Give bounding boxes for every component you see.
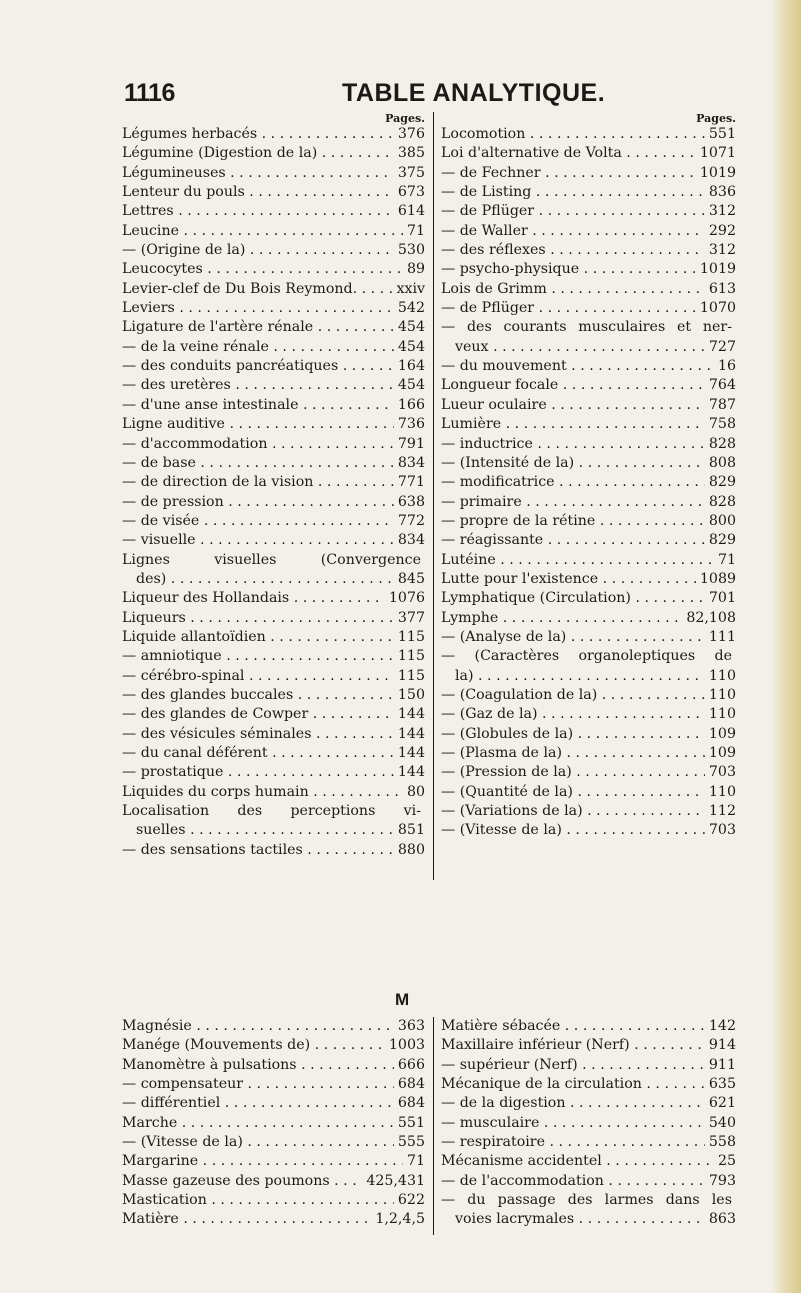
- index-entry: [441, 1036, 736, 1055]
- entry-page-ref: 110: [708, 686, 736, 703]
- entry-page-ref: 845: [397, 570, 425, 587]
- index-entry: [122, 1075, 425, 1094]
- index-entry: [122, 183, 425, 202]
- entry-term: Locomotion . . .: [441, 125, 705, 144]
- entry-term: Lutéine . . .: [441, 551, 714, 570]
- index-entry: [122, 1094, 425, 1113]
- index-entry: [441, 783, 736, 802]
- entry-page-ref: 613: [708, 280, 736, 297]
- entry-term: Masse gazeuse des poumons . . .: [122, 1172, 362, 1191]
- entry-page-ref: 454: [397, 319, 425, 336]
- index-entry: [441, 338, 736, 357]
- entry-page-ref: 791: [397, 435, 425, 452]
- entry-term: — de la veine rénale . . .: [122, 338, 394, 357]
- entry-term: Lettres . . .: [122, 202, 394, 221]
- entry-term: — différentiel . . .: [122, 1094, 394, 1113]
- entry-page-ref: 1076: [388, 590, 425, 607]
- entry-page-ref: 1,2,4,5: [375, 1211, 425, 1228]
- index-entry: [122, 280, 425, 299]
- entry-page-ref: 111: [708, 628, 736, 645]
- entry-term: — (Vitesse de la) . . .: [122, 1133, 394, 1152]
- entry-page-ref: 808: [708, 454, 736, 471]
- entry-term: Mécanique de la circulation . . .: [441, 1075, 705, 1094]
- index-entry: [122, 647, 425, 666]
- index-entry: [122, 821, 425, 840]
- entry-term: — (Variations de la) . . .: [441, 802, 705, 821]
- entry-term: Lymphatique (Circulation) . . .: [441, 589, 705, 608]
- index-entry: [441, 647, 736, 666]
- entry-term: — amniotique . . .: [122, 647, 394, 666]
- index-entry: [441, 318, 736, 337]
- index-entry: [122, 357, 425, 376]
- entry-term: Localisation des perceptions vi-: [122, 803, 421, 820]
- index-entry: [122, 531, 425, 550]
- index-entry: [441, 667, 736, 686]
- index-entry: [441, 357, 736, 376]
- entry-page-ref: 71: [717, 551, 736, 568]
- index-entry: [441, 1133, 736, 1152]
- entry-term: Manége (Mouvements de) . . .: [122, 1036, 385, 1055]
- index-entry: [441, 1152, 736, 1171]
- entry-term: Lueur oculaire . . .: [441, 396, 705, 415]
- index-entry: [122, 763, 425, 782]
- index-entry: [441, 241, 736, 260]
- index-entry: [441, 435, 736, 454]
- pages-label: Pages.: [696, 112, 736, 125]
- entry-page-ref: 727: [708, 338, 736, 355]
- entry-page-ref: 666: [397, 1056, 425, 1073]
- entry-page-ref: 110: [708, 783, 736, 800]
- entry-page-ref: 614: [397, 203, 425, 220]
- entry-page-ref: 829: [708, 532, 736, 549]
- entry-page-ref: 112: [708, 803, 736, 820]
- entry-term: Lumière . . .: [441, 415, 705, 434]
- entry-page-ref: 828: [708, 435, 736, 452]
- entry-term: — (Quantité de la) . . .: [441, 783, 705, 802]
- entry-term: — respiratoire . . .: [441, 1133, 705, 1152]
- index-column-left-l: [122, 112, 425, 860]
- page-edge: [771, 0, 801, 1293]
- index-entry: [122, 783, 425, 802]
- entry-term: — (Origine de la) . . .: [122, 241, 394, 260]
- entry-page-ref: 764: [708, 377, 736, 394]
- entry-page-ref: 110: [708, 706, 736, 723]
- index-entry: [122, 1056, 425, 1075]
- entry-term: — (Intensité de la) . . .: [441, 454, 705, 473]
- entry-term: Magnésie . . .: [122, 1017, 394, 1036]
- entry-page-ref: 363: [397, 1018, 425, 1034]
- entry-term: Margarine . . .: [122, 1152, 403, 1171]
- entry-term: — musculaire . . .: [441, 1114, 705, 1133]
- index-entry: [122, 241, 425, 260]
- entry-page-ref: 828: [708, 493, 736, 510]
- entry-page-ref: 115: [397, 648, 425, 665]
- entry-page-ref: 150: [397, 686, 425, 703]
- entry-term: — de Waller . . .: [441, 222, 705, 241]
- entry-page-ref: 851: [397, 822, 425, 839]
- index-column-left-m: [122, 1017, 425, 1230]
- entry-page-ref: 540: [708, 1114, 736, 1131]
- index-entry: [441, 744, 736, 763]
- entry-term: — de Fechner . . .: [441, 164, 696, 183]
- entry-term: Leucocytes . . .: [122, 260, 403, 279]
- index-entry: [441, 1210, 736, 1229]
- index-entry: [122, 202, 425, 221]
- column-divider: [433, 1017, 434, 1235]
- index-entry: [122, 299, 425, 318]
- index-column-right-m: [441, 1017, 736, 1230]
- entry-page-ref: 115: [397, 628, 425, 645]
- entry-page-ref: 701: [708, 590, 736, 607]
- entry-term: — des glandes buccales . . .: [122, 686, 394, 705]
- entry-term: Maxillaire inférieur (Nerf) . . .: [441, 1036, 705, 1055]
- entry-term: — réagissante . . .: [441, 531, 705, 550]
- entry-page-ref: 454: [397, 377, 425, 394]
- entry-page-ref: 312: [708, 242, 736, 259]
- index-entry: [441, 1172, 736, 1191]
- entry-page-ref: 375: [397, 164, 425, 181]
- entry-page-ref: 376: [397, 126, 425, 142]
- entry-page-ref: 834: [397, 454, 425, 471]
- entry-page-ref: xxiv: [396, 280, 425, 297]
- entry-page-ref: 772: [397, 512, 425, 529]
- index-entry: [122, 1210, 425, 1229]
- index-entry: [441, 589, 736, 608]
- index-entry: [441, 493, 736, 512]
- entry-term: — (Pression de la) . . .: [441, 763, 705, 782]
- entry-term: Matière sébacée . . .: [441, 1017, 705, 1036]
- entry-term: — du canal déférent . . .: [122, 744, 394, 763]
- index-entry: [122, 415, 425, 434]
- index-entry: [441, 802, 736, 821]
- entry-term: Mécanisme accidentel . . .: [441, 1152, 714, 1171]
- entry-term: Lenteur du pouls . . .: [122, 183, 394, 202]
- entry-term: — de Pflüger . . .: [441, 202, 705, 221]
- index-entry: [441, 570, 736, 589]
- entry-page-ref: 758: [708, 416, 736, 433]
- index-entry: [441, 551, 736, 570]
- index-entry: [122, 435, 425, 454]
- index-entry: [441, 202, 736, 221]
- entry-term: Leviers . . .: [122, 299, 394, 318]
- entry-page-ref: 144: [397, 706, 425, 723]
- entry-page-ref: 166: [397, 396, 425, 413]
- index-entry: [441, 164, 736, 183]
- page-header: [117, 78, 687, 112]
- index-entry: [122, 1133, 425, 1152]
- entry-page-ref: 829: [708, 474, 736, 491]
- entry-page-ref: 622: [397, 1192, 425, 1209]
- entry-page-ref: 377: [397, 609, 425, 626]
- entry-term: Mastication . . .: [122, 1191, 394, 1210]
- entry-term: — de direction de la vision . . .: [122, 473, 394, 492]
- page-number: 1116: [124, 79, 175, 107]
- entry-term: — des sensations tactiles . . .: [122, 841, 394, 860]
- entry-page-ref: 1019: [699, 261, 736, 278]
- entry-page-ref: 1019: [699, 164, 736, 181]
- index-entry: [441, 763, 736, 782]
- entry-term: Légumes herbacés . . .: [122, 125, 394, 144]
- index-entry: [122, 1036, 425, 1055]
- entry-term: — de Pflüger . . .: [441, 299, 696, 318]
- entry-page-ref: 834: [397, 532, 425, 549]
- index-entry: [122, 589, 425, 608]
- index-entry: [441, 299, 736, 318]
- index-entry: [122, 376, 425, 395]
- entry-page-ref: 1089: [699, 570, 736, 587]
- entry-page-ref: 110: [708, 667, 736, 684]
- index-entry: [441, 1114, 736, 1133]
- entry-page-ref: 638: [397, 493, 425, 510]
- running-title: TABLE ANALYTIQUE.: [342, 79, 606, 107]
- entry-term: — propre de la rétine . . .: [441, 512, 705, 531]
- entry-page-ref: 16: [717, 358, 736, 375]
- entry-page-ref: 673: [397, 184, 425, 201]
- entry-page-ref: 425,431: [366, 1172, 425, 1189]
- entry-term: — supérieur (Nerf) . . .: [441, 1056, 705, 1075]
- index-entry: [441, 686, 736, 705]
- entry-page-ref: 800: [708, 512, 736, 529]
- index-entry: [122, 841, 425, 860]
- entry-term: Lutte pour l'existence . . .: [441, 570, 696, 589]
- index-entry: [122, 1114, 425, 1133]
- entry-page-ref: 82,108: [686, 609, 736, 626]
- entry-term: — (Gaz de la) . . .: [441, 705, 705, 724]
- entry-term: — (Plasma de la) . . .: [441, 744, 705, 763]
- index-entry: [441, 1094, 736, 1113]
- index-entry: [122, 396, 425, 415]
- index-entry: [441, 473, 736, 492]
- index-entry: [122, 667, 425, 686]
- entry-term: — des vésicules séminales . . .: [122, 725, 394, 744]
- section-letter: M: [395, 990, 410, 1009]
- index-entry: [441, 1075, 736, 1094]
- entry-page-ref: 454: [397, 338, 425, 355]
- entry-term: — de pression . . .: [122, 493, 394, 512]
- index-entry: [441, 1017, 736, 1036]
- entry-page-ref: 880: [397, 841, 425, 858]
- index-entry: [122, 802, 425, 821]
- index-entry: [441, 260, 736, 279]
- entry-term: — primaire . . .: [441, 493, 705, 512]
- entry-term: — de base . . .: [122, 454, 394, 473]
- index-entry: [441, 512, 736, 531]
- entry-page-ref: 635: [708, 1076, 736, 1093]
- entry-page-ref: 914: [708, 1037, 736, 1054]
- entry-term: Ligne auditive . . .: [122, 415, 394, 434]
- entry-page-ref: 703: [708, 764, 736, 781]
- index-entry: [122, 744, 425, 763]
- index-entry: [441, 705, 736, 724]
- entry-term: — d'accommodation . . .: [122, 435, 394, 454]
- entry-page-ref: 109: [708, 745, 736, 761]
- entry-term: — (Coagulation de la) . . .: [441, 686, 705, 705]
- entry-page-ref: 551: [708, 126, 736, 142]
- entry-term: — inductrice . . .: [441, 435, 705, 454]
- index-entry: [441, 628, 736, 647]
- entry-term: Marche . . .: [122, 1114, 394, 1133]
- index-entry: [122, 1172, 425, 1191]
- entry-term: — (Vitesse de la) . . .: [441, 821, 705, 840]
- entry-term: Lymphe . . .: [441, 609, 682, 628]
- index-entry: [441, 531, 736, 550]
- entry-term: — compensateur . . .: [122, 1075, 394, 1094]
- entry-term: — des courants musculaires et ner-: [441, 319, 732, 336]
- entry-page-ref: 551: [397, 1114, 425, 1131]
- entry-term: Lignes visuelles (Convergence: [122, 551, 421, 568]
- index-entry: [122, 164, 425, 183]
- entry-page-ref: 1003: [388, 1037, 425, 1054]
- entry-term: — du passage des larmes dans les: [441, 1192, 732, 1209]
- entry-term: — (Caractères organoleptiques de: [441, 648, 732, 665]
- index-entry: [122, 725, 425, 744]
- index-entry: [122, 260, 425, 279]
- index-entry: [122, 551, 425, 570]
- index-entry: [441, 725, 736, 744]
- entry-term: — de la digestion . . .: [441, 1094, 705, 1113]
- entry-term: — de visée . . .: [122, 512, 394, 531]
- entry-page-ref: 144: [397, 725, 425, 742]
- entry-term: — des réflexes . . .: [441, 241, 705, 260]
- entry-page-ref: 911: [708, 1056, 736, 1073]
- entry-page-ref: 89: [406, 261, 425, 278]
- entry-page-ref: 142: [708, 1018, 736, 1034]
- index-entry: [441, 222, 736, 241]
- entry-term: Lois de Grimm . . .: [441, 280, 705, 299]
- entry-term: — psycho-physique . . .: [441, 260, 696, 279]
- entry-term: Leucine . . .: [122, 222, 403, 241]
- entry-page-ref: 292: [708, 222, 736, 239]
- entry-term: — prostatique . . .: [122, 763, 394, 782]
- entry-page-ref: 115: [397, 667, 425, 684]
- entry-page-ref: 736: [397, 416, 425, 433]
- entry-term: Loi d'alternative de Volta . . .: [441, 144, 696, 163]
- entry-page-ref: 1071: [699, 145, 736, 162]
- entry-page-ref: 621: [708, 1095, 736, 1112]
- index-entry: [441, 454, 736, 473]
- entry-page-ref: 863: [708, 1211, 736, 1228]
- index-entry: [441, 1191, 736, 1210]
- index-entry: [441, 415, 736, 434]
- entry-page-ref: 555: [397, 1134, 425, 1151]
- index-entry: [441, 396, 736, 415]
- entry-term: la) . . .: [455, 667, 705, 686]
- entry-page-ref: 109: [708, 725, 736, 742]
- index-entry: [122, 473, 425, 492]
- entry-term: — des glandes de Cowper . . .: [122, 705, 394, 724]
- entry-term: des) . . .: [136, 570, 394, 589]
- entry-term: Légumineuses . . .: [122, 164, 394, 183]
- index-entry: [122, 125, 425, 144]
- index-column-right-l: [441, 112, 736, 841]
- index-entry: [122, 493, 425, 512]
- index-entry: [122, 512, 425, 531]
- entry-page-ref: 25: [717, 1153, 736, 1170]
- entry-term: — de Listing . . .: [441, 183, 705, 202]
- entry-term: Longueur focale . . .: [441, 376, 705, 395]
- entry-page-ref: 144: [397, 764, 425, 781]
- entry-term: — des conduits pancréatiques . . .: [122, 357, 394, 376]
- entry-term: — visuelle . . .: [122, 531, 394, 550]
- entry-page-ref: 71: [406, 222, 425, 239]
- entry-term: Manomètre à pulsations . . .: [122, 1056, 394, 1075]
- index-entry: [441, 376, 736, 395]
- entry-term: Matière . . .: [122, 1210, 371, 1229]
- entry-page-ref: 542: [397, 300, 425, 317]
- index-entry: [122, 628, 425, 647]
- index-entry: [441, 821, 736, 840]
- index-entry: [441, 125, 736, 144]
- index-entry: [122, 1191, 425, 1210]
- entry-term: — du mouvement . . .: [441, 357, 714, 376]
- index-entry: [441, 144, 736, 163]
- index-entry: [441, 609, 736, 628]
- index-entry: [441, 280, 736, 299]
- entry-term: Liqueurs . . .: [122, 609, 394, 628]
- entry-term: — modificatrice . . .: [441, 473, 705, 492]
- entry-term: — (Analyse de la) . . .: [441, 628, 705, 647]
- entry-term: voies lacrymales . . .: [455, 1210, 705, 1229]
- entry-page-ref: 80: [406, 783, 425, 800]
- entry-term: Ligature de l'artère rénale . . .: [122, 318, 394, 337]
- entry-page-ref: 684: [397, 1095, 425, 1112]
- entry-page-ref: 71: [406, 1153, 425, 1170]
- index-entry: [122, 570, 425, 589]
- entry-page-ref: 684: [397, 1076, 425, 1093]
- entry-term: — (Globules de la) . . .: [441, 725, 705, 744]
- entry-page-ref: 312: [708, 203, 736, 220]
- entry-term: Liquide allantoïdien . . .: [122, 628, 394, 647]
- entry-term: Liquides du corps humain . . .: [122, 783, 403, 802]
- entry-page-ref: 836: [708, 184, 736, 201]
- entry-term: Liqueur des Hollandais . . .: [122, 589, 385, 608]
- entry-term: — des uretères . . .: [122, 376, 394, 395]
- entry-page-ref: 787: [708, 396, 736, 413]
- entry-term: veux . . .: [455, 338, 705, 357]
- index-entry: [441, 1056, 736, 1075]
- entry-term: — cérébro-spinal . . .: [122, 667, 394, 686]
- entry-page-ref: 1070: [699, 300, 736, 317]
- index-entry: [122, 705, 425, 724]
- entry-page-ref: 164: [397, 358, 425, 375]
- index-entry: [122, 1017, 425, 1036]
- entry-page-ref: 558: [708, 1134, 736, 1151]
- entry-term: Levier-clef de Du Bois Reymond. . . .: [122, 280, 392, 299]
- index-entry: [122, 609, 425, 628]
- entry-term: suelles . . .: [136, 821, 394, 840]
- entry-page-ref: 385: [397, 145, 425, 162]
- index-entry: [122, 686, 425, 705]
- entry-page-ref: 793: [708, 1172, 736, 1189]
- entry-term: Légumine (Digestion de la) . . .: [122, 144, 394, 163]
- index-entry: [122, 222, 425, 241]
- index-entry: [122, 338, 425, 357]
- index-entry: [122, 1152, 425, 1171]
- entry-term: — d'une anse intestinale . . .: [122, 396, 394, 415]
- entry-term: — de l'accommodation . . .: [441, 1172, 705, 1191]
- pages-label: Pages.: [385, 112, 425, 125]
- entry-page-ref: 771: [397, 474, 425, 491]
- index-entry: [441, 183, 736, 202]
- column-divider: [433, 112, 434, 880]
- entry-page-ref: 703: [708, 822, 736, 839]
- index-entry: [122, 318, 425, 337]
- entry-page-ref: 144: [397, 745, 425, 761]
- index-entry: [122, 144, 425, 163]
- entry-page-ref: 530: [397, 242, 425, 259]
- index-entry: [122, 454, 425, 473]
